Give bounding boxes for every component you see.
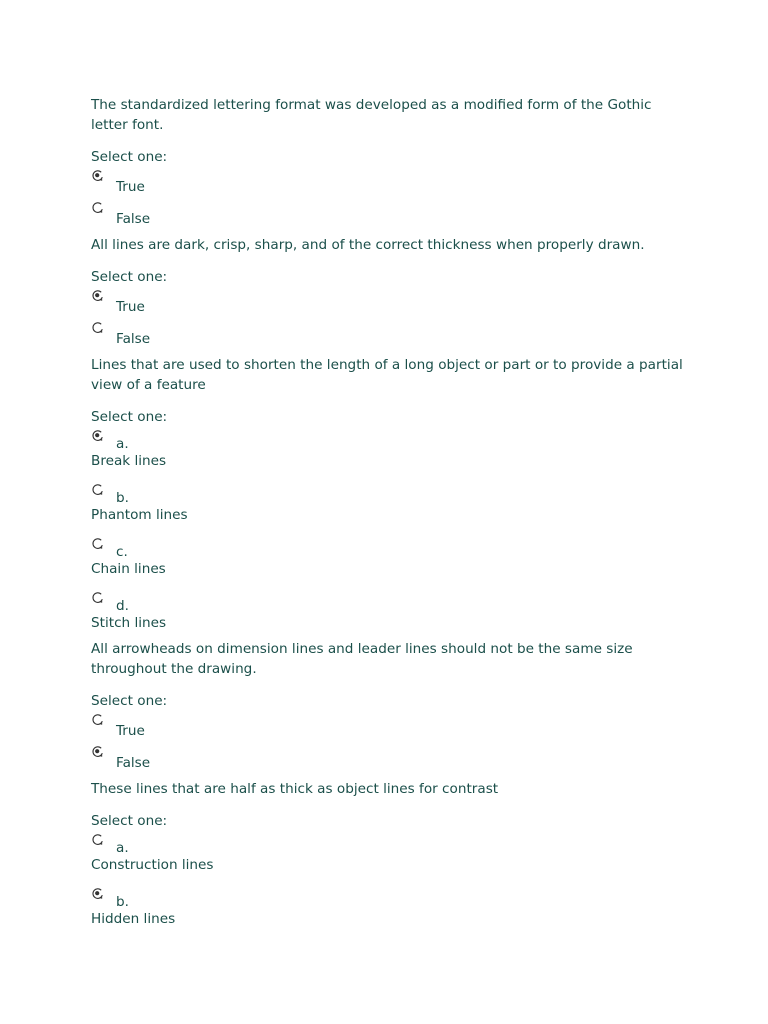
option-c[interactable] xyxy=(91,535,691,559)
radio-unchecked-icon[interactable] xyxy=(91,483,104,496)
option-text: Stitch lines xyxy=(91,615,167,631)
radio-checked-icon[interactable] xyxy=(91,169,104,182)
option-text: Phantom lines xyxy=(91,507,188,523)
option-b[interactable] xyxy=(91,481,691,505)
option-false[interactable] xyxy=(91,743,691,775)
option-a[interactable] xyxy=(91,831,691,855)
question-text: These lines that are half as thick as object lines for contrast xyxy=(91,781,499,797)
question-text: All lines are dark, crisp, sharp, and of the correct thickness when properly drawn. xyxy=(91,237,645,253)
question-text: Lines that are used to shorten the length of a long object or part or to provide a partial view of a feature xyxy=(91,357,683,393)
option-label: True xyxy=(116,179,145,195)
option-text: Hidden lines xyxy=(91,911,176,927)
option-true[interactable] xyxy=(91,711,691,743)
question-4 xyxy=(91,639,691,775)
option-letter: a. xyxy=(116,840,129,856)
radio-checked-icon[interactable] xyxy=(91,745,104,758)
select-one-label: Select one: xyxy=(91,409,168,425)
radio-unchecked-icon[interactable] xyxy=(91,537,104,550)
radio-checked-icon[interactable] xyxy=(91,289,104,302)
select-one-label: Select one: xyxy=(91,149,168,165)
radio-checked-icon[interactable] xyxy=(91,887,104,900)
question-text: The standardized lettering format was developed as a modified form of the Gothic letter font. xyxy=(91,97,652,133)
option-letter: d. xyxy=(116,598,129,614)
option-true[interactable] xyxy=(91,287,691,319)
question-2 xyxy=(91,235,691,351)
question-text: All arrowheads on dimension lines and leader lines should not be the same size throughout the drawing. xyxy=(91,641,633,677)
radio-unchecked-icon[interactable] xyxy=(91,201,104,214)
option-d[interactable] xyxy=(91,589,691,613)
option-letter: c. xyxy=(116,544,128,560)
option-label: True xyxy=(116,723,145,739)
option-label: False xyxy=(116,755,151,771)
radio-unchecked-icon[interactable] xyxy=(91,591,104,604)
option-letter: a. xyxy=(116,436,129,452)
select-one-label: Select one: xyxy=(91,269,168,285)
option-false[interactable] xyxy=(91,319,691,351)
option-a[interactable] xyxy=(91,427,691,451)
radio-checked-icon[interactable] xyxy=(91,429,104,442)
option-false[interactable] xyxy=(91,199,691,231)
radio-unchecked-icon[interactable] xyxy=(91,713,104,726)
option-label: False xyxy=(116,331,151,347)
option-text: Break lines xyxy=(91,453,167,469)
option-true[interactable] xyxy=(91,167,691,199)
radio-unchecked-icon[interactable] xyxy=(91,833,104,846)
question-1 xyxy=(91,95,691,231)
option-letter: b. xyxy=(116,894,129,910)
option-label: True xyxy=(116,299,145,315)
option-text: Chain lines xyxy=(91,561,166,577)
option-text: Construction lines xyxy=(91,857,214,873)
select-one-label: Select one: xyxy=(91,813,168,829)
select-one-label: Select one: xyxy=(91,693,168,709)
question-3 xyxy=(91,355,691,633)
option-letter: b. xyxy=(116,490,129,506)
option-label: False xyxy=(116,211,151,227)
radio-unchecked-icon[interactable] xyxy=(91,321,104,334)
quiz-page xyxy=(91,95,691,939)
question-5 xyxy=(91,779,691,929)
option-b[interactable] xyxy=(91,885,691,909)
